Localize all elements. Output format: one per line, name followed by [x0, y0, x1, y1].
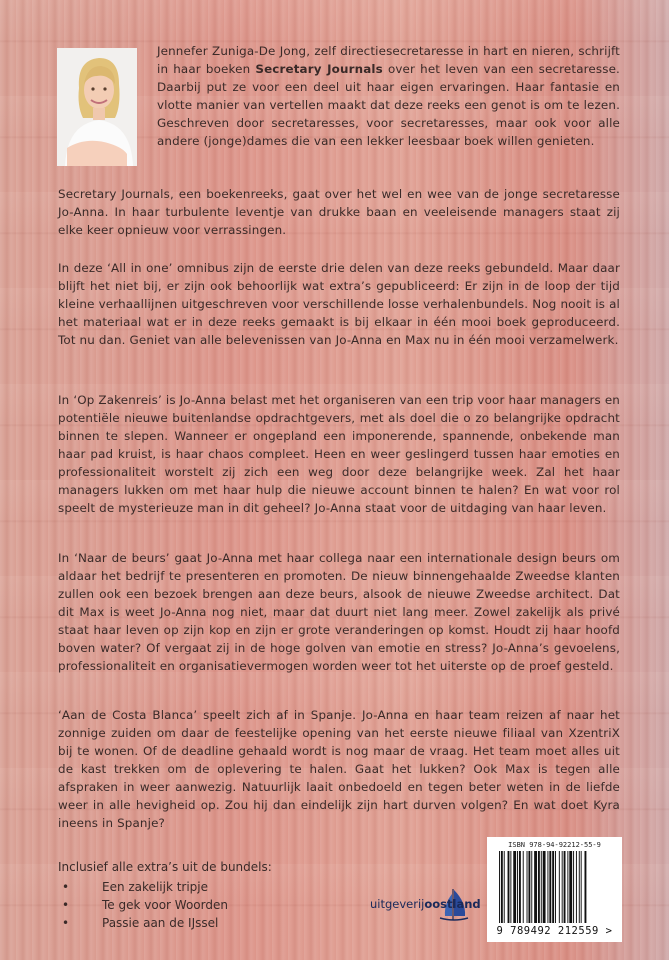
author-portrait-icon — [57, 48, 137, 166]
isbn-barcode — [487, 837, 622, 942]
author-bio-start: Jennefer Zuniga-De Jong, zelf directiesecretaresse in hart en nieren, schrijft in haar boeken — [157, 44, 620, 76]
book1-synopsis: In ‘Op Zakenreis’ is Jo-Anna belast met het organiseren van een trip voor haar managers en potentiële nieuwe buitenlandse opdrachtgevers, met als doel die o zo belangrijke opdracht binnen te slepen. Wanneer er ongepland een imponerende, spannende, onbekende man haar pad kruist, is haar chaos compleet. Heen en weer geslingerd tussen haar emoties en professionaliteit worstelt zij zich een weg door deze belangrijke week. Zal het haar managers lukken om met haar hulp die nieuwe account binnen te halen? En wat voor rol speelt de mysterieuze man in dit geheel? Jo-Anna staat voor de uitdaging van haar leven. — [58, 393, 620, 515]
barcode-bar — [549, 851, 551, 923]
extras-heading: Inclusief alle extra’s uit de bundels: — [58, 860, 272, 874]
barcode-bar — [543, 851, 546, 923]
barcode-bar — [517, 851, 518, 923]
author-photo — [57, 48, 137, 166]
publisher-name — [370, 897, 481, 911]
publisher-name-prefix: uitgeverij — [370, 897, 425, 911]
bullet-icon: • — [62, 916, 70, 930]
publisher-name-bold: oostland — [424, 897, 481, 911]
barcode-bar — [508, 851, 510, 923]
barcode-bar — [531, 851, 532, 923]
barcode-bar — [534, 851, 537, 923]
barcode-bar — [541, 851, 542, 923]
author-bio — [157, 42, 620, 150]
extras-item-label: Passie aan de IJssel — [102, 916, 219, 930]
series-title-bold: Secretary Journals — [255, 62, 383, 76]
extras-item-label: Te gek voor Woorden — [102, 898, 228, 912]
barcode-bar — [555, 851, 556, 923]
extras-item-label: Een zakelijk tripje — [102, 880, 209, 894]
barcode-bar — [581, 851, 582, 923]
barcode-bar — [513, 851, 516, 923]
barcode-bar — [576, 851, 577, 923]
book2-synopsis: In ‘Naar de beurs’ gaat Jo-Anna met haar collega naar een internationale design beurs om aldaar het bedrijf te presenteren en promoten. De nieuw binnengehaalde Zweedse klanten zullen ook een bezoek brengen aan deze beurs, alsook de nieuwe Zweedse architect. Dat dit Max is weet Jo-Anna nog niet, maar dat duurt niet lang meer. Zowel zakelijk als privé staat haar leven op zijn kop en zijn er grote veranderingen op komst. Houdt zij haar hoofd boven water? Of vergaat zij in de hoge golven van emotie en stress? Jo-Anna’s gevoelens, professionaliteit en organisatievermogen worden weer tot het uiterste op de proef gesteld. — [58, 551, 620, 673]
barcode-bar — [504, 851, 505, 923]
bullet-icon: • — [62, 880, 70, 894]
barcode-bar — [499, 851, 500, 923]
barcode-bar — [564, 851, 566, 923]
barcode-bar — [547, 851, 548, 923]
barcode-bar — [569, 851, 572, 923]
barcode-bar — [527, 851, 528, 923]
barcode-bar — [562, 851, 563, 923]
barcode-bar — [573, 851, 574, 923]
book3-synopsis: ‘Aan de Costa Blanca’ speelt zich af in Spanje. Jo-Anna en haar team reizen af naar het zonnige zuiden om daar de feestelijke opening van het eerste nieuwe filiaal van XzentriX bij te wonen. Of de deadline gehaald wordt is nog maar de vraag. Het team moet alles uit de kast trekken om de oplevering te halen. Gaat het lukken? Ook Max is tegen alle afspraken in weer aanwezig. Natuurlijk laait onbedoeld en tegen beter weten in de liefde weer in alle hevigheid op. Zou hij dan eindelijk zijn hart durven volgen? En wat doet Kyra ineens in Spanje? — [58, 708, 620, 830]
isbn-label: ISBN 978-94-92212-55-9 — [508, 841, 601, 849]
barcode-bar — [567, 851, 568, 923]
barcode-bar — [552, 851, 554, 923]
barcode-bar — [559, 851, 560, 923]
author-bio-rest: over het leven van een secretaresse. Daarbij put ze voor een deel uit haar eigen ervaringen. Haar fantasie en vlotte manier van vertellen maakt dat deze reeks een genot is om te lezen. Geschreven door secretaresses, voor secretaresses, maar ook voor alle andere (jonge)dames die van een lekker leesbaar boek willen genieten. — [157, 62, 620, 148]
barcode-bar — [501, 851, 503, 923]
barcode-bar — [579, 851, 580, 923]
omnibus-description: In deze ‘All in one’ omnibus zijn de eerste drie delen van deze reeks gebundeld. Maar daar blijft het niet bij, er zijn ook behoorlijk wat extra’s gepubliceerd: Er zijn in de loop der tijd kleine verhaallijnen uitgeschreven voor verschillende losse verhalenbundels. Nog nooit is al het materiaal wat er in deze reeks gemaakt is bij elkaar in één mooi boek geproduceerd. Tot nu dan. Geniet van alle belevenissen van Jo-Anna en Max nu in één mooi verzamelwerk. — [58, 261, 620, 347]
barcode-bar — [519, 851, 521, 923]
isbn-number: 9 789492 212559 > — [496, 925, 613, 937]
barcode-bar — [523, 851, 524, 923]
series-description: Secretary Journals, een boekenreeks, gaat over het wel en wee van de jonge secretaresse Jo-Anna. In haar turbulente leventje van drukke baan en veeleisende managers staat zij elke keer opnieuw voor verrassingen. — [58, 187, 620, 237]
barcode-bar — [585, 851, 587, 923]
barcode-bar — [528, 851, 530, 923]
barcode-bar — [538, 851, 540, 923]
barcode-bar — [510, 851, 511, 923]
bullet-icon: • — [62, 898, 70, 912]
